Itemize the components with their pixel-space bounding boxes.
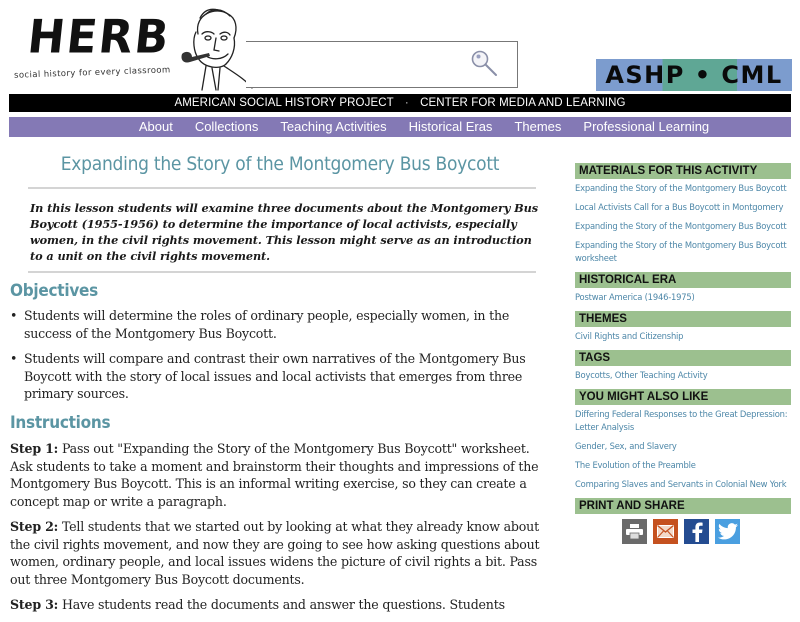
historical-era-heading: HISTORICAL ERA — [575, 272, 791, 288]
org-bar — [9, 94, 791, 112]
also-like-heading: YOU MIGHT ALSO LIKE — [575, 389, 791, 405]
objective-item: • Students will determine the roles of ordinary people, especially women, in the success of the Montgomery Bus Boycott. — [8, 307, 538, 342]
sidebar — [575, 163, 791, 551]
instructions-heading: Instructions — [10, 413, 111, 433]
share-buttons — [575, 519, 791, 544]
title-divider — [28, 187, 536, 189]
nav-item-historical-eras[interactable]: Historical Eras — [408, 119, 493, 134]
material-link[interactable]: Expanding the Story of the Montgomery Bus Boycott — [575, 221, 787, 231]
nav-item-themes[interactable]: Themes — [514, 119, 562, 134]
step-text: Have students read the documents and answer the questions. Students — [58, 597, 505, 612]
tags-heading: TAGS — [575, 350, 791, 366]
site-header — [0, 0, 800, 95]
objectives-list — [8, 307, 538, 411]
related-activity-link[interactable]: Comparing Slaves and Servants in Colonial New York — [575, 479, 787, 489]
nav-item-collections[interactable]: Collections — [194, 119, 259, 134]
themes-heading: THEMES — [575, 311, 791, 327]
facebook-button[interactable] — [684, 519, 709, 544]
themes-section — [575, 311, 791, 343]
print-share-section — [575, 498, 791, 544]
instruction-step-2 — [10, 518, 545, 588]
instruction-step-3 — [10, 596, 545, 614]
theme-link[interactable]: Civil Rights and Citizenship — [575, 331, 684, 341]
mascot-illustration-icon — [176, 4, 254, 92]
search-icon[interactable] — [469, 48, 499, 78]
step-text: Pass out "Expanding the Story of the Montgomery Bus Boycott" worksheet. Ask students to take a moment and brainstorm their thoughts and impressions of the Montgomery Bus Boycott. This is an informal writing exercise, so they can create a concept map or write a paragraph. — [10, 441, 539, 509]
email-icon — [657, 525, 674, 538]
print-button[interactable] — [622, 519, 647, 544]
objectives-heading: Objectives — [10, 281, 98, 301]
logo-tagline: social history for every classroom — [13, 65, 171, 81]
ashp-cml-logo-text: ASHP • CML — [605, 61, 783, 89]
material-link[interactable]: Expanding the Story of the Montgomery Bus Boycott — [575, 183, 787, 193]
instruction-steps — [10, 440, 545, 622]
search-input[interactable] — [246, 42, 476, 87]
logo-wordmark: HERB — [25, 10, 174, 65]
related-activity-link[interactable]: Gender, Sex, and Slavery — [575, 441, 677, 451]
twitter-button[interactable] — [715, 519, 740, 544]
email-button[interactable] — [653, 519, 678, 544]
related-activity-link[interactable]: The Evolution of the Preamble — [575, 460, 696, 470]
intro-divider — [28, 271, 536, 273]
step-label: Step 3: — [10, 597, 59, 612]
print-share-heading: PRINT AND SHARE — [575, 498, 791, 514]
org-link-cml[interactable]: CENTER FOR MEDIA AND LEARNING — [420, 97, 626, 109]
nav-item-teaching-activities[interactable]: Teaching Activities — [280, 119, 387, 134]
herb-logo[interactable] — [12, 10, 182, 80]
related-activity-link[interactable]: Differing Federal Responses to the Great Depression: Letter Analysis — [575, 409, 788, 432]
main-nav — [9, 117, 791, 137]
page-title: Expanding the Story of the Montgomery Bus Boycott — [60, 153, 500, 175]
facebook-icon — [691, 522, 703, 542]
also-like-section — [575, 389, 791, 491]
step-text: Tell students that we started out by looking at what they already know about the civil rights movement, and now they are going to see how asking questions about women, ordinary people, and local issues widens the picture of civil rights a bit. Pass out three Montgomery Bus Boycott documents. — [10, 519, 540, 587]
twitter-icon — [718, 523, 738, 540]
print-icon — [626, 524, 643, 539]
historical-era-section — [575, 272, 791, 304]
materials-heading: MATERIALS FOR THIS ACTIVITY — [575, 163, 791, 179]
step-label: Step 2: — [10, 519, 59, 534]
lesson-intro: In this lesson students will examine three documents about the Montgomery Bus Boycott (1955-1956) to determine the importance of local activists, especially women, in the civil rights movement. This lesson might serve as an introduction to a unit on the civil rights movement. — [30, 201, 538, 263]
org-link-ashp[interactable]: AMERICAN SOCIAL HISTORY PROJECT — [174, 97, 394, 109]
material-link[interactable]: Local Activists Call for a Bus Boycott in Montgomery — [575, 202, 784, 212]
step-label: Step 1: — [10, 441, 59, 456]
nav-item-about[interactable]: About — [138, 119, 173, 134]
tags-links[interactable]: Boycotts, Other Teaching Activity — [575, 370, 708, 380]
materials-section — [575, 163, 791, 265]
era-link[interactable]: Postwar America (1946-1975) — [575, 292, 695, 302]
org-separator: · — [404, 97, 409, 109]
objective-item: • Students will compare and contrast their own narratives of the Montgomery Bus Boycott with the story of local issues and local activists that emerges from three primary sources. — [8, 350, 538, 403]
tags-section — [575, 350, 791, 382]
search-box — [246, 41, 518, 88]
instruction-step-1 — [10, 440, 545, 510]
nav-item-professional-learning[interactable]: Professional Learning — [583, 119, 710, 134]
ashp-cml-logo[interactable] — [596, 59, 792, 91]
material-link[interactable]: Expanding the Story of the Montgomery Bus Boycott worksheet — [575, 240, 787, 263]
